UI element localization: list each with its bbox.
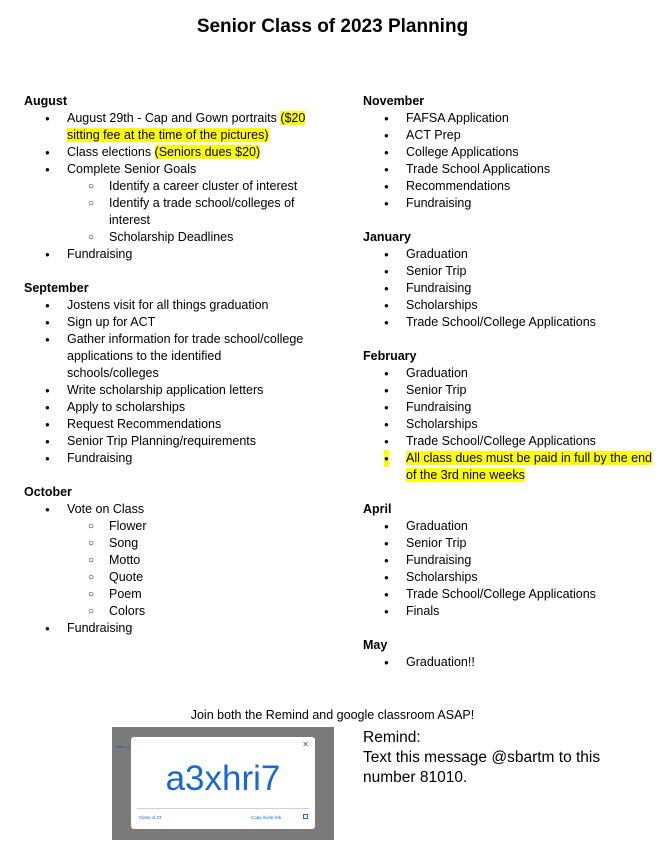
section-february — [363, 348, 653, 484]
list-item: ● Class elections (Seniors dues $20) — [24, 144, 324, 161]
highlighted-text: (Seniors dues $20) — [154, 145, 261, 159]
right-column — [363, 93, 653, 688]
left-column — [24, 93, 324, 654]
list-item: ● Scholarships — [363, 569, 653, 586]
sub-list-item: ○ Poem — [24, 586, 324, 603]
month-heading: February — [363, 349, 417, 363]
list-item: ● Jostens visit for all things graduation — [24, 297, 324, 314]
list-item: ● Vote on Class ○ Flower ○ Song ○ Motto ○ Quote ○ Poem ○ Colors — [24, 501, 324, 620]
list-item: ● Fundraising — [24, 450, 324, 467]
remind-instructions — [363, 728, 653, 788]
month-heading: November — [363, 94, 425, 108]
sub-list-item: ○ Motto — [24, 552, 324, 569]
list-item: ● Fundraising — [363, 280, 653, 297]
list-item: ● Apply to scholarships — [24, 399, 324, 416]
highlighted-text: ($20 sitting fee at the time of the pictures) — [67, 111, 306, 142]
month-heading: April — [363, 502, 392, 516]
sub-list-item: ○ Flower — [24, 518, 324, 535]
page-title: Senior Class of 2023 Planning — [196, 16, 469, 37]
join-instructions: Join both the Remind and google classroom ASAP! — [190, 708, 475, 722]
section-august — [24, 93, 324, 263]
class-code-card — [131, 737, 315, 829]
list-item: ● Trade School Applications — [363, 161, 653, 178]
remind-text: Text this message @sbartm to this number 81010. — [363, 749, 601, 786]
list-item: ● Senior Trip — [363, 535, 653, 552]
list-item: ● Write scholarship application letters — [24, 382, 324, 399]
remind-heading: Remind: — [363, 729, 421, 746]
list-item: ● Fundraising — [363, 552, 653, 569]
month-heading: August — [24, 94, 68, 108]
divider — [137, 808, 309, 809]
list-item: ● Scholarships — [363, 416, 653, 433]
sub-list-item: ○ Song — [24, 535, 324, 552]
sub-list-item: ○ Colors — [24, 603, 324, 620]
classroom-code-screenshot — [112, 727, 334, 840]
section-november — [363, 93, 653, 212]
list-item: ● Fundraising — [24, 246, 324, 263]
list-item: ● Fundraising — [24, 620, 324, 637]
list-item: ● Trade School/College Applications — [363, 314, 653, 331]
sub-list-item: ○ Identify a career cluster of interest — [24, 178, 324, 195]
list-item: ● Graduation — [363, 365, 653, 382]
section-may — [363, 637, 653, 671]
list-item: ● ACT Prep — [363, 127, 653, 144]
list-item: ● Graduation — [363, 246, 653, 263]
month-heading: October — [24, 485, 72, 499]
list-item: ● Scholarships — [363, 297, 653, 314]
sub-list-item: ○ Quote — [24, 569, 324, 586]
list-item: ● Trade School/College Applications — [363, 586, 653, 603]
list-item: ● Gather information for trade school/college applications to the identified schools/colleges — [24, 331, 324, 382]
month-heading: September — [24, 281, 89, 295]
list-item: ● Graduation — [363, 518, 653, 535]
section-january — [363, 229, 653, 331]
class-name: Class of 23 — [139, 815, 162, 820]
class-side-label: Class of — [115, 744, 130, 749]
list-item: ● Complete Senior Goals ○ Identify a career cluster of interest ○ Identify a trade school/colleges of interest ○ Scholarship Deadlines — [24, 161, 324, 246]
list-item: ● August 29th - Cap and Gown portraits ($20 sitting fee at the time of the pictures) — [24, 110, 324, 144]
section-september — [24, 280, 324, 467]
month-heading: May — [363, 638, 388, 652]
list-item: ● Graduation!! — [363, 654, 653, 671]
list-item: ● College Applications — [363, 144, 653, 161]
list-item: ● Fundraising — [363, 195, 653, 212]
close-icon: ✕ — [302, 740, 309, 749]
highlighted-text: All class dues must be paid in full by the end of the 3rd nine weeks — [406, 451, 652, 482]
sub-list-item: ○ Scholarship Deadlines — [24, 229, 324, 246]
copy-invite-link: Copy invite link — [251, 815, 282, 820]
section-october — [24, 484, 324, 637]
month-heading: January — [363, 230, 411, 244]
list-item: ● Request Recommendations — [24, 416, 324, 433]
sub-list-item: ○ Identify a trade school/colleges of interest — [24, 195, 324, 229]
fullscreen-icon — [303, 814, 308, 819]
list-item: ● Recommendations — [363, 178, 653, 195]
section-april — [363, 501, 653, 620]
list-item: ● Senior Trip — [363, 263, 653, 280]
list-item: ● Trade School/College Applications — [363, 433, 653, 450]
list-item: ● Sign up for ACT — [24, 314, 324, 331]
list-item — [363, 450, 653, 484]
list-item: ● Fundraising — [363, 399, 653, 416]
list-item: ● Senior Trip — [363, 382, 653, 399]
class-code: a3xhri7 — [165, 759, 281, 798]
list-item: ● FAFSA Application — [363, 110, 653, 127]
list-item: ● Finals — [363, 603, 653, 620]
list-item: ● Senior Trip Planning/requirements — [24, 433, 324, 450]
